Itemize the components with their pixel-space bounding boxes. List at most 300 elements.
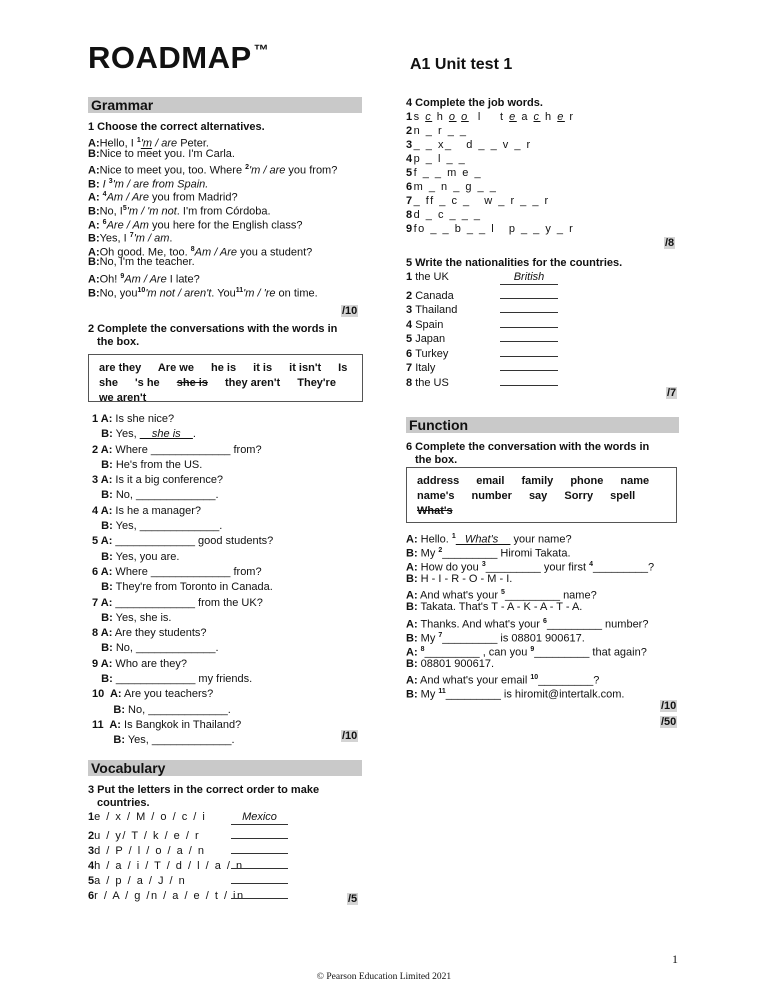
line bbox=[92, 703, 273, 718]
box-word: he is bbox=[211, 362, 237, 374]
text: B: bbox=[88, 232, 100, 245]
line bbox=[406, 138, 575, 152]
text: Thanks. And what's your bbox=[417, 618, 544, 631]
section-heading-grammar: Grammar bbox=[88, 97, 362, 113]
item-number: 6 bbox=[102, 218, 107, 226]
text: A: bbox=[88, 246, 100, 259]
text: Where _____________ from? bbox=[112, 443, 262, 456]
text: B: bbox=[406, 688, 418, 701]
text: 3 A: bbox=[92, 474, 113, 487]
exercise-5-title: 5 Write the nationalities for the countries. bbox=[406, 257, 623, 269]
text: Hello. bbox=[417, 533, 452, 546]
text: B: bbox=[88, 287, 100, 300]
country-name: Thailand bbox=[415, 304, 458, 316]
answer-example: e bbox=[557, 111, 565, 123]
answer-blank bbox=[231, 825, 288, 839]
text: B: bbox=[92, 581, 113, 594]
text: Yes, bbox=[112, 428, 140, 441]
line bbox=[92, 412, 273, 427]
answer-blank bbox=[500, 372, 558, 386]
line bbox=[92, 626, 273, 641]
text: My bbox=[417, 688, 439, 701]
text: 08801 900617. bbox=[417, 657, 495, 670]
text: 11 A: bbox=[92, 718, 121, 731]
word-box bbox=[406, 467, 677, 523]
text: Who are they? bbox=[112, 657, 187, 670]
word-box bbox=[88, 354, 363, 402]
letters bbox=[88, 889, 245, 904]
country-name: Canada bbox=[415, 289, 454, 302]
line bbox=[88, 216, 337, 230]
item-number: 3 bbox=[481, 561, 486, 569]
list-item bbox=[406, 343, 558, 358]
line bbox=[406, 572, 654, 586]
text: 'm not / aren't bbox=[145, 287, 212, 300]
text: _________? bbox=[538, 674, 600, 687]
text: They're from Toronto in Canada. bbox=[112, 581, 273, 594]
item-number: 4 bbox=[406, 318, 416, 331]
text: _________ , can you bbox=[424, 646, 531, 659]
text: h bbox=[432, 111, 449, 123]
text: _________ is hiromit@intertalk.com. bbox=[445, 688, 625, 701]
text: I late? bbox=[166, 273, 200, 286]
line bbox=[406, 685, 654, 699]
line bbox=[406, 166, 575, 180]
country-name: Italy bbox=[415, 362, 436, 374]
text: Takata. That's T - A - K - A - T - A. bbox=[417, 601, 583, 614]
text: m _ n _ g _ _ bbox=[413, 181, 498, 193]
text: And what's your bbox=[417, 590, 502, 603]
text: a bbox=[516, 111, 534, 123]
line bbox=[92, 611, 273, 626]
text: 7 A: bbox=[92, 596, 113, 609]
exercise-2-lines bbox=[92, 412, 273, 749]
text: 'm / are from Spain. bbox=[112, 178, 209, 191]
answer-example: she is bbox=[139, 428, 193, 441]
page-number: 1 bbox=[672, 952, 678, 966]
text: 7 bbox=[406, 195, 414, 207]
line bbox=[406, 558, 654, 572]
exercise-1-title: 1 Choose the correct alternatives. bbox=[88, 121, 265, 133]
text: I bbox=[99, 178, 109, 191]
line bbox=[88, 148, 337, 162]
scrambled-letters: a / p / a / J / n bbox=[94, 875, 187, 887]
country-name: Japan bbox=[415, 333, 446, 345]
text: _____________ good students? bbox=[112, 535, 274, 548]
line bbox=[406, 586, 654, 603]
box-word: email bbox=[476, 475, 505, 487]
text: Yes, _____________. bbox=[125, 734, 235, 747]
text: s bbox=[413, 111, 426, 123]
line bbox=[406, 208, 575, 222]
text: _________ your first bbox=[485, 561, 590, 574]
line bbox=[92, 458, 273, 473]
country bbox=[406, 270, 500, 285]
text: . I'm from Córdoba. bbox=[176, 205, 271, 218]
exercise-3-items bbox=[88, 810, 288, 900]
item-number: 1 bbox=[88, 811, 95, 823]
text: / are bbox=[152, 137, 178, 150]
line bbox=[88, 134, 337, 148]
text: No, _____________. bbox=[112, 489, 219, 502]
line bbox=[406, 530, 654, 544]
line bbox=[406, 600, 654, 614]
text: you from Madrid? bbox=[148, 192, 238, 205]
text: d _ c _ _ _ bbox=[413, 209, 482, 221]
list-item bbox=[406, 285, 558, 300]
text: 4 bbox=[406, 153, 414, 165]
line bbox=[92, 718, 273, 733]
answer-blank bbox=[500, 314, 558, 328]
text: _________? bbox=[592, 561, 655, 574]
line bbox=[92, 534, 273, 549]
text: your name? bbox=[510, 533, 572, 546]
item-number: 2 bbox=[245, 164, 250, 172]
answer-example: c bbox=[425, 111, 433, 123]
title-line: 6 Complete the conversation with the words in bbox=[406, 441, 650, 453]
line bbox=[92, 473, 273, 488]
exercise-3-score: /5 bbox=[348, 893, 358, 905]
list-item bbox=[406, 357, 558, 372]
text: B: bbox=[92, 673, 113, 686]
line bbox=[406, 124, 575, 138]
letters bbox=[88, 810, 231, 825]
item-number: 2 bbox=[88, 830, 95, 842]
text: Yes, you are. bbox=[112, 550, 180, 563]
text: No, _____________. bbox=[112, 642, 219, 655]
box-word: are they bbox=[99, 362, 142, 374]
line bbox=[406, 615, 654, 629]
exercise-2-title bbox=[88, 323, 337, 349]
item-number: 5 bbox=[406, 333, 416, 345]
item-number: 3 bbox=[88, 845, 95, 857]
line bbox=[406, 671, 654, 685]
text: Am / Are bbox=[194, 246, 238, 259]
text: Yes, she is. bbox=[112, 611, 172, 624]
text: _________ that again? bbox=[534, 646, 647, 659]
text: B: bbox=[406, 632, 418, 645]
item-number: 5 bbox=[501, 589, 505, 597]
title-line: the box. bbox=[97, 336, 140, 348]
line bbox=[92, 596, 273, 611]
item-number: 6 bbox=[406, 347, 416, 360]
line bbox=[92, 519, 273, 534]
title-line: 3 Put the letters in the correct order to make bbox=[88, 784, 320, 796]
line bbox=[88, 202, 337, 216]
text: 9 bbox=[406, 223, 414, 235]
answer-example: o bbox=[461, 111, 469, 123]
box-word: we aren't bbox=[99, 392, 147, 404]
text: r bbox=[564, 111, 575, 123]
scrambled-letters: r / A / g /n / a / e / t / in bbox=[94, 890, 245, 902]
text: Oh good. Me, too. bbox=[99, 246, 191, 259]
text: 6 bbox=[406, 181, 414, 193]
line bbox=[88, 188, 337, 205]
box-word: They're bbox=[297, 377, 336, 389]
text: Am / Are bbox=[106, 192, 149, 205]
item-number: 7 bbox=[406, 362, 416, 374]
text: 1 A: bbox=[92, 413, 113, 425]
line bbox=[92, 672, 273, 687]
text: 3 bbox=[406, 139, 414, 151]
text: 'm / are bbox=[249, 164, 286, 177]
text: A: bbox=[88, 273, 100, 286]
answer-example: e bbox=[509, 111, 517, 123]
text: Yes, _____________. bbox=[112, 520, 223, 533]
text: A: bbox=[406, 646, 418, 659]
answer-blank bbox=[500, 285, 558, 299]
text: 5 bbox=[406, 167, 414, 179]
list-item bbox=[88, 885, 288, 900]
text: A: bbox=[88, 219, 100, 232]
answer-blank bbox=[231, 855, 288, 869]
section-heading-vocabulary: Vocabulary bbox=[88, 760, 362, 776]
item-number: 5 bbox=[88, 875, 95, 887]
logo-text: ROADMAP bbox=[88, 40, 252, 75]
text: B: bbox=[92, 489, 113, 502]
box-word: phone bbox=[570, 475, 604, 487]
exercise-6-title bbox=[406, 441, 649, 467]
text: A: bbox=[406, 533, 418, 546]
answer-blank bbox=[500, 357, 558, 371]
line bbox=[88, 243, 337, 257]
exercise-6-lines bbox=[406, 530, 654, 699]
text: Is Bangkok in Thailand? bbox=[120, 718, 242, 731]
text: 9 A: bbox=[92, 657, 113, 670]
item-number: 7 bbox=[129, 232, 134, 240]
item-number: 4 bbox=[102, 191, 107, 199]
text: 2 bbox=[406, 125, 414, 137]
text: _____________ my friends. bbox=[112, 673, 253, 686]
box-word: What's bbox=[417, 505, 453, 517]
text: Is she nice? bbox=[112, 413, 175, 425]
list-item bbox=[406, 328, 558, 343]
line bbox=[92, 550, 273, 565]
list-item bbox=[88, 855, 288, 870]
item-number: 4 bbox=[589, 561, 593, 569]
item-number: 8 bbox=[406, 376, 416, 389]
page-title: A1 Unit test 1 bbox=[410, 56, 513, 73]
exercise-4-score: /8 bbox=[665, 237, 675, 249]
text: _________ Hiromi Takata. bbox=[442, 547, 571, 560]
text: B: bbox=[406, 601, 418, 614]
text: _____________ from the UK? bbox=[112, 596, 263, 609]
text: Yes, I bbox=[99, 232, 130, 245]
text: B: bbox=[406, 657, 418, 670]
answer-blank bbox=[500, 343, 558, 357]
line bbox=[88, 270, 337, 284]
text: fo _ _ b _ _ l p _ _ y _ r bbox=[413, 223, 575, 235]
box-word: they aren't bbox=[224, 377, 281, 389]
list-item bbox=[88, 840, 288, 855]
exercise-5-score: /7 bbox=[667, 387, 677, 399]
answer-example: c bbox=[533, 111, 541, 123]
text: B: bbox=[88, 205, 100, 218]
box-word: spell bbox=[610, 490, 636, 502]
country-name: the UK bbox=[415, 271, 449, 283]
text: on time. bbox=[275, 287, 318, 300]
text: Oh! bbox=[99, 273, 121, 286]
section-heading-function: Function bbox=[406, 417, 679, 433]
box-word: 's he bbox=[135, 377, 160, 389]
country-name: Turkey bbox=[415, 347, 449, 360]
line bbox=[92, 641, 273, 656]
text: Peter. bbox=[177, 137, 209, 150]
item-number: 2 bbox=[438, 547, 443, 555]
text: Is he a manager? bbox=[112, 504, 202, 517]
item-number: 3 bbox=[406, 304, 416, 316]
line bbox=[92, 580, 273, 595]
text: 'm / am bbox=[133, 232, 170, 245]
text: B: bbox=[88, 256, 100, 269]
answer-blank bbox=[500, 299, 558, 313]
line bbox=[406, 194, 575, 208]
answer-blank bbox=[231, 870, 288, 884]
list-item bbox=[88, 870, 288, 885]
item-number: 1 bbox=[451, 533, 456, 540]
answer-example: o bbox=[448, 111, 457, 123]
exercise-2-score: /10 bbox=[342, 730, 358, 742]
exercise-3-title bbox=[88, 784, 319, 810]
line bbox=[406, 629, 654, 643]
text: _ _ x_ d _ _ v _ r bbox=[413, 139, 532, 151]
answer-blank: British bbox=[500, 271, 558, 285]
text: 8 bbox=[406, 209, 414, 221]
text: How do you bbox=[417, 561, 482, 574]
text: B: bbox=[92, 458, 113, 471]
box-word: family bbox=[521, 475, 554, 487]
text: B: bbox=[92, 642, 113, 655]
text: My bbox=[417, 547, 439, 560]
text: 'm / 're bbox=[243, 287, 276, 300]
text: H - I - R - O - M - I. bbox=[417, 573, 513, 586]
country-name: Spain bbox=[415, 318, 444, 331]
box-word: name's bbox=[417, 490, 455, 502]
line bbox=[406, 657, 654, 671]
line bbox=[92, 488, 273, 503]
line bbox=[406, 544, 654, 558]
item-number: 9 bbox=[530, 645, 535, 653]
text: B: bbox=[92, 550, 113, 563]
text: A: bbox=[406, 590, 418, 603]
text: you here for the English class? bbox=[148, 219, 303, 232]
copyright: © Pearson Education Limited 2021 bbox=[316, 972, 452, 982]
line bbox=[406, 110, 575, 124]
line bbox=[406, 222, 575, 236]
text: . You bbox=[211, 287, 236, 300]
answer-blank: Mexico bbox=[231, 811, 288, 825]
scrambled-letters: e / x / M / o / c / i bbox=[94, 811, 207, 823]
exercise-6-score: /10 bbox=[661, 700, 677, 712]
text: A: bbox=[406, 561, 418, 574]
scrambled-letters: h / a / i / T / d / l / a / n bbox=[94, 860, 244, 872]
text: n _ r _ _ bbox=[413, 125, 468, 137]
item-number: 6 bbox=[543, 617, 547, 625]
answer-blank bbox=[500, 328, 558, 342]
item-number: 5 bbox=[122, 204, 127, 212]
item-number: 9 bbox=[120, 272, 125, 280]
item-number: 10 bbox=[530, 673, 539, 681]
text: B: bbox=[406, 547, 418, 560]
text: _________ is 08801 900617. bbox=[442, 632, 585, 645]
answer-example: 'm bbox=[140, 137, 153, 150]
text: 10 A: bbox=[92, 688, 122, 701]
text: 'm / 'm not bbox=[126, 205, 177, 218]
exercise-1-score: /10 bbox=[342, 305, 358, 317]
list-item bbox=[88, 810, 288, 825]
scrambled-letters: d / P / l / o / a / n bbox=[94, 845, 206, 857]
text: B: bbox=[92, 703, 125, 716]
exercise-5-items bbox=[406, 270, 558, 389]
line bbox=[92, 504, 273, 519]
text: Are they students? bbox=[112, 627, 207, 640]
title-line: 2 Complete the conversations with the words in bbox=[88, 323, 338, 335]
box-word: number bbox=[471, 490, 512, 502]
text: A: bbox=[88, 137, 100, 150]
text: Am / Are bbox=[124, 273, 167, 286]
text: . bbox=[192, 428, 196, 441]
text: A: bbox=[406, 618, 418, 631]
line bbox=[92, 687, 273, 702]
text: Where _____________ from? bbox=[112, 565, 262, 578]
text: 8 A: bbox=[92, 627, 113, 640]
text: No, I'm the teacher. bbox=[99, 256, 195, 269]
line bbox=[406, 180, 575, 194]
answer-example: What's bbox=[455, 533, 511, 546]
line bbox=[92, 733, 273, 748]
box-word: address bbox=[417, 475, 460, 487]
item-number: 8 bbox=[420, 645, 425, 653]
line bbox=[406, 643, 654, 657]
text: 1 bbox=[406, 111, 414, 123]
line bbox=[88, 161, 337, 175]
title-line: countries. bbox=[97, 797, 150, 809]
text: B: bbox=[92, 428, 113, 441]
text: l t bbox=[468, 111, 510, 123]
item-number: 1 bbox=[406, 271, 416, 283]
box-word: Sorry bbox=[564, 490, 594, 502]
text: A: bbox=[88, 192, 100, 205]
text: Are / Am bbox=[106, 219, 149, 232]
title-line: the box. bbox=[415, 454, 458, 466]
country bbox=[406, 376, 500, 391]
text: you from? bbox=[285, 164, 338, 177]
text: 5 A: bbox=[92, 535, 113, 548]
text: No, I bbox=[99, 205, 123, 218]
text: f _ _ m e _ bbox=[413, 167, 483, 179]
list-item bbox=[88, 825, 288, 840]
line bbox=[88, 284, 337, 298]
text: B: bbox=[88, 178, 100, 191]
text: He's from the US. bbox=[112, 458, 203, 471]
box-word: Is she bbox=[99, 362, 348, 389]
text: B: bbox=[92, 520, 113, 533]
text: _________ name? bbox=[504, 590, 597, 603]
item-number: 8 bbox=[190, 245, 195, 253]
box-word: Are we bbox=[157, 362, 194, 374]
text: Is it a big conference? bbox=[112, 474, 224, 487]
text: No, _____________. bbox=[125, 703, 231, 716]
line bbox=[92, 443, 273, 458]
box-word: it isn't bbox=[289, 362, 322, 374]
text: 4 A: bbox=[92, 504, 113, 517]
item-number: 3 bbox=[108, 177, 113, 185]
line bbox=[406, 152, 575, 166]
answer-blank bbox=[231, 885, 288, 899]
trademark: ™ bbox=[253, 42, 270, 59]
logo bbox=[88, 40, 269, 76]
item-number: 6 bbox=[88, 890, 95, 902]
